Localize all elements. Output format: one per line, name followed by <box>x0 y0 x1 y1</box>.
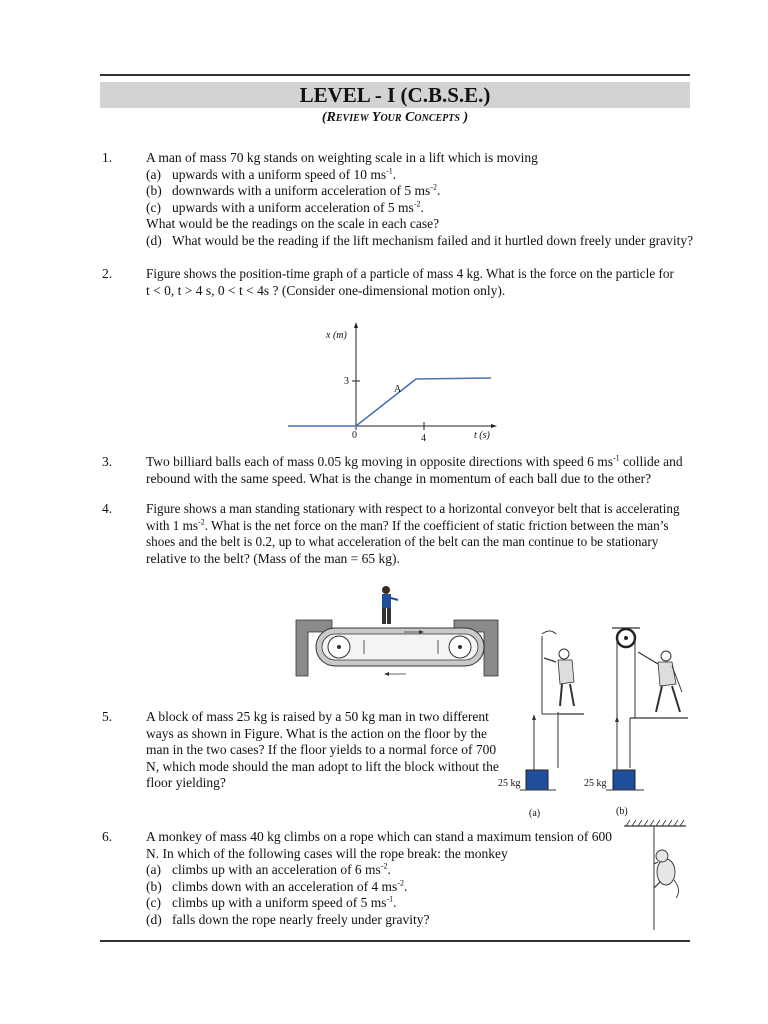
q1-after: What would be the readings on the scale in each case? <box>146 216 440 231</box>
monkey-rope-figure <box>618 818 690 932</box>
q3-line-1: Two billiard balls each of mass 0.05 kg moving in opposite directions with speed 6 $ms^{-1}$ collide and <box>146 453 683 469</box>
pulley-case-a <box>520 631 584 790</box>
q6-number: 6. <box>102 829 113 844</box>
position-time-graph <box>288 318 503 448</box>
graph-x-tick: 4 <box>421 433 426 444</box>
man-on-belt <box>382 586 398 624</box>
q5-line-5: floor yielding? <box>146 775 226 790</box>
page-subtitle: (Review Your Concepts ) <box>321 110 469 125</box>
question-5 <box>146 709 499 792</box>
bottom-rule <box>100 940 690 942</box>
q1-part-a: (a) upwards with a uniform speed of 10 $ms^{-1}$. <box>146 166 397 182</box>
monkey-icon <box>654 850 679 898</box>
graph-y-tick: 3 <box>344 376 349 387</box>
q5-number: 5. <box>102 709 113 724</box>
conveyor-belt-figure <box>294 584 516 684</box>
q5-line-1: A block of mass 25 kg is raised by a 50 kg man in two different <box>146 709 489 724</box>
q6-part-a: (a) climbs up with an acceleration of 6 $ms^{-2}$. <box>146 861 391 877</box>
q2-line-1: Figure shows the position-time graph of a particle of mass 4 kg. What is the force on the particle for <box>146 266 674 281</box>
q5-line-4: N, which mode should the man adopt to lift the block without the <box>146 758 499 774</box>
q4-line-2: with 1 $ms^{-2}$. What is the net force on the man? If the coefficient of static friction between the man’s <box>146 517 669 533</box>
q5-line-3: man in the two cases? If the floor yields to a normal force of 700 <box>146 742 497 757</box>
q3-number: 3. <box>102 454 113 469</box>
q4-number: 4. <box>102 501 113 516</box>
q4-line-1: Figure shows a man standing stationary with respect to a horizontal conveyor belt that is accelerating <box>146 501 680 516</box>
question-1 <box>146 150 693 249</box>
graph-origin-label: 0 <box>352 430 357 441</box>
q1-part-c: (c) upwards with a uniform acceleration of 5 $ms^{-2}$. <box>146 199 424 215</box>
q6-part-d: (d) falls down the rope nearly freely under gravity? <box>146 911 430 927</box>
question-4 <box>146 501 680 567</box>
q1-line: A man of mass 70 kg stands on weighting scale in a lift which is moving <box>146 150 538 165</box>
q2-line-2: t < 0, t > 4 s, 0 < t < 4s ? (Consider one-dimensional motion only). <box>146 282 506 298</box>
question-2 <box>146 266 674 299</box>
mass-label-b: 25 kg <box>584 778 607 789</box>
graph-line <box>290 378 491 426</box>
q4-line-3: shoes and the belt is 0.2, up to what acceleration of the belt can the man continue to be stationary <box>146 534 659 549</box>
q6-line-2: N. In which of the following cases will the rope break: the monkey <box>146 845 508 861</box>
question-3 <box>146 454 683 487</box>
question-6 <box>146 829 612 928</box>
q1-part-d: (d) What would be the reading if the lift mechanism failed and it hurtled down freely under gravity? <box>146 232 694 248</box>
q6-part-c: (c) climbs up with a uniform speed of 5 $ms^{-1}$. <box>146 894 397 910</box>
q6-line-1: A monkey of mass 40 kg climbs on a rope which can stand a maximum tension of 600 <box>146 829 613 844</box>
page-title: LEVEL - I (C.B.S.E.) <box>100 82 690 108</box>
caption-b: (b) <box>616 806 628 817</box>
q3-line-2: rebound with the same speed. What is the change in momentum of each ball due to the other? <box>146 470 652 486</box>
q1-part-b: (b) downwards with a uniform acceleration of 5 $ms^{-2}$. <box>146 182 441 198</box>
q4-line-4: relative to the belt? (Mass of the man = 65 kg). <box>146 550 400 566</box>
q1-number: 1. <box>102 150 113 165</box>
mass-label-a: 25 kg <box>498 778 521 789</box>
graph-y-label: x (m) <box>326 330 347 341</box>
pulley-figure <box>520 622 710 818</box>
top-rule <box>100 74 690 76</box>
caption-a: (a) <box>529 808 541 819</box>
pulley-case-b <box>606 628 688 790</box>
graph-point-label: A <box>394 384 402 395</box>
graph-x-label: t (s) <box>474 430 490 441</box>
q6-part-b: (b) climbs down with an acceleration of 4 $ms^{-2}$. <box>146 878 408 894</box>
q2-number: 2. <box>102 266 113 281</box>
q5-line-2: ways as shown in Figure. What is the action on the floor by the <box>146 725 487 741</box>
